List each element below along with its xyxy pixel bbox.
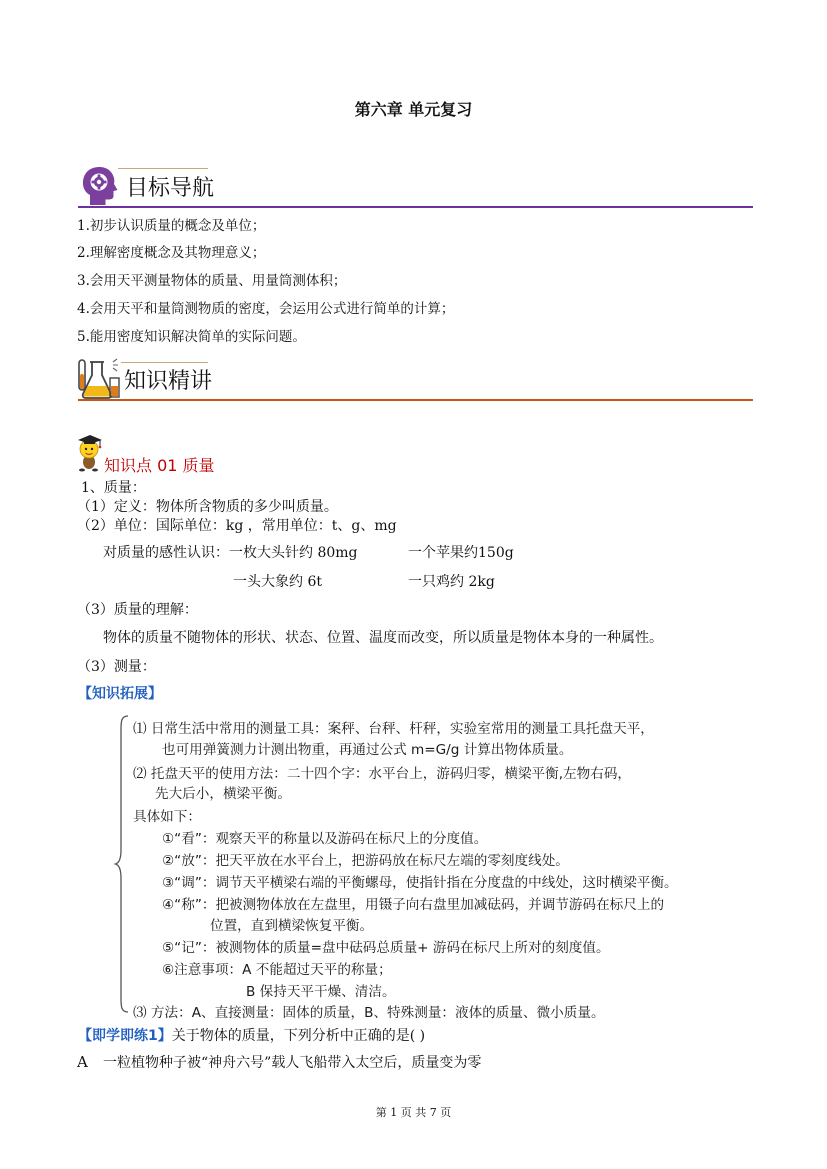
header-accent-line xyxy=(118,168,208,169)
header-accent-line xyxy=(121,362,208,363)
extension-line: 先大后小，横梁平衡。 xyxy=(155,786,291,802)
option-text: 一粒植物种子被“神舟六号”载人飞船带入太空后，质量变为零 xyxy=(103,1055,482,1071)
perception-elephant: 一头大象约 6t xyxy=(233,574,322,590)
section-rule-goals xyxy=(78,206,753,208)
goal-item: 4.会用天平和量筒测物质的密度，会运用公式进行简单的计算； xyxy=(77,301,455,317)
option-label: A xyxy=(77,1053,88,1071)
goal-item: 1.初步认识质量的概念及单位； xyxy=(77,218,266,234)
practice-question-row xyxy=(78,1028,425,1046)
mass-units: （2）单位：国际单位：kg ，常用单位：t、g、mg xyxy=(77,518,397,534)
extension-line: ⑴ 日常生活中常用的测量工具：案秤、台秤、杆秤，实验室常用的测量工具托盘天平， xyxy=(133,721,654,737)
perception-chicken: 一只鸡约 2kg xyxy=(408,574,495,590)
head-gear-icon xyxy=(78,164,120,206)
extension-line: ②“放”：把天平放在水平台上，把游码放在标尺左端的零刻度线处。 xyxy=(162,853,569,869)
goal-item: 5.能用密度知识解决简单的实际问题。 xyxy=(77,329,306,345)
extension-line: 具体如下： xyxy=(133,809,201,825)
section-heading-knowledge: 知识精讲 xyxy=(124,369,213,394)
extension-line: ⑶ 方法：A、直接测量：固体的质量，B、特殊测量：液体的质量、微小质量。 xyxy=(133,1005,605,1021)
mass-heading: 1、质量： xyxy=(81,480,146,496)
extension-line: ①“看”：观察天平的称量以及游码在标尺上的分度值。 xyxy=(162,831,488,847)
extension-line: 位置，直到横梁恢复平衡。 xyxy=(210,918,374,934)
knowledge-point-title: 知识点 01 质量 xyxy=(104,456,215,475)
perception-pin: 对质量的感性认识：一枚大头针约 80mg xyxy=(103,545,358,561)
section-heading-goals: 目标导航 xyxy=(126,176,215,201)
section-rule-knowledge xyxy=(78,399,753,401)
mass-definition: （1）定义：物体所含物质的多少叫质量。 xyxy=(77,499,338,515)
page-title: 第六章 单元复习 xyxy=(354,100,473,119)
measurement-heading: （3）测量： xyxy=(77,659,156,675)
extension-line: 也可用弹簧测力计测出物重，再通过公式 m=G/g 计算出物体质量。 xyxy=(162,742,573,758)
practice-question: 关于物体的质量，下列分析中正确的是( ) xyxy=(171,1028,426,1044)
extension-line: ④“称”：把被测物体放在左盘里，用镊子向右盘里加减砝码，并调节游码在标尺上的 xyxy=(162,897,665,913)
lab-flask-icon xyxy=(75,356,121,400)
extension-line: ⑤“记”：被测物体的质量=盘中砝码总质量+ 游码在标尺上所对的刻度值。 xyxy=(162,940,610,956)
extension-line: ③“调”：调节天平横梁右端的平衡螺母，使指针指在分度盘的中线处，这时横梁平衡。 xyxy=(162,875,678,891)
goal-item: 3.会用天平测量物体的质量、用量筒测体积； xyxy=(77,273,347,289)
page-footer: 第 1 页 共 7 页 xyxy=(375,1106,452,1119)
extension-line: B 保持天平干燥、清洁。 xyxy=(246,984,396,1000)
understanding-heading: （3）质量的理解： xyxy=(77,602,198,618)
goal-item: 2.理解密度概念及其物理意义； xyxy=(77,245,266,261)
practice-label: 【即学即练1】 xyxy=(78,1028,172,1044)
extension-line: ⑥注意事项：A 不能超过天平的称量； xyxy=(162,962,392,978)
curly-brace xyxy=(114,715,130,1013)
graduate-cartoon-icon xyxy=(76,434,104,472)
extension-label: 【知识拓展】 xyxy=(78,686,162,702)
understanding-text: 物体的质量不随物体的形状、状态、位置、温度而改变，所以质量是物体本身的一种属性。 xyxy=(103,630,663,646)
extension-line: ⑵ 托盘天平的使用方法：二十四个字：水平台上，游码归零，横梁平衡,左物右码， xyxy=(133,766,632,782)
perception-apple: 一个苹果约150g xyxy=(408,545,514,561)
practice-option-a xyxy=(77,1053,481,1073)
